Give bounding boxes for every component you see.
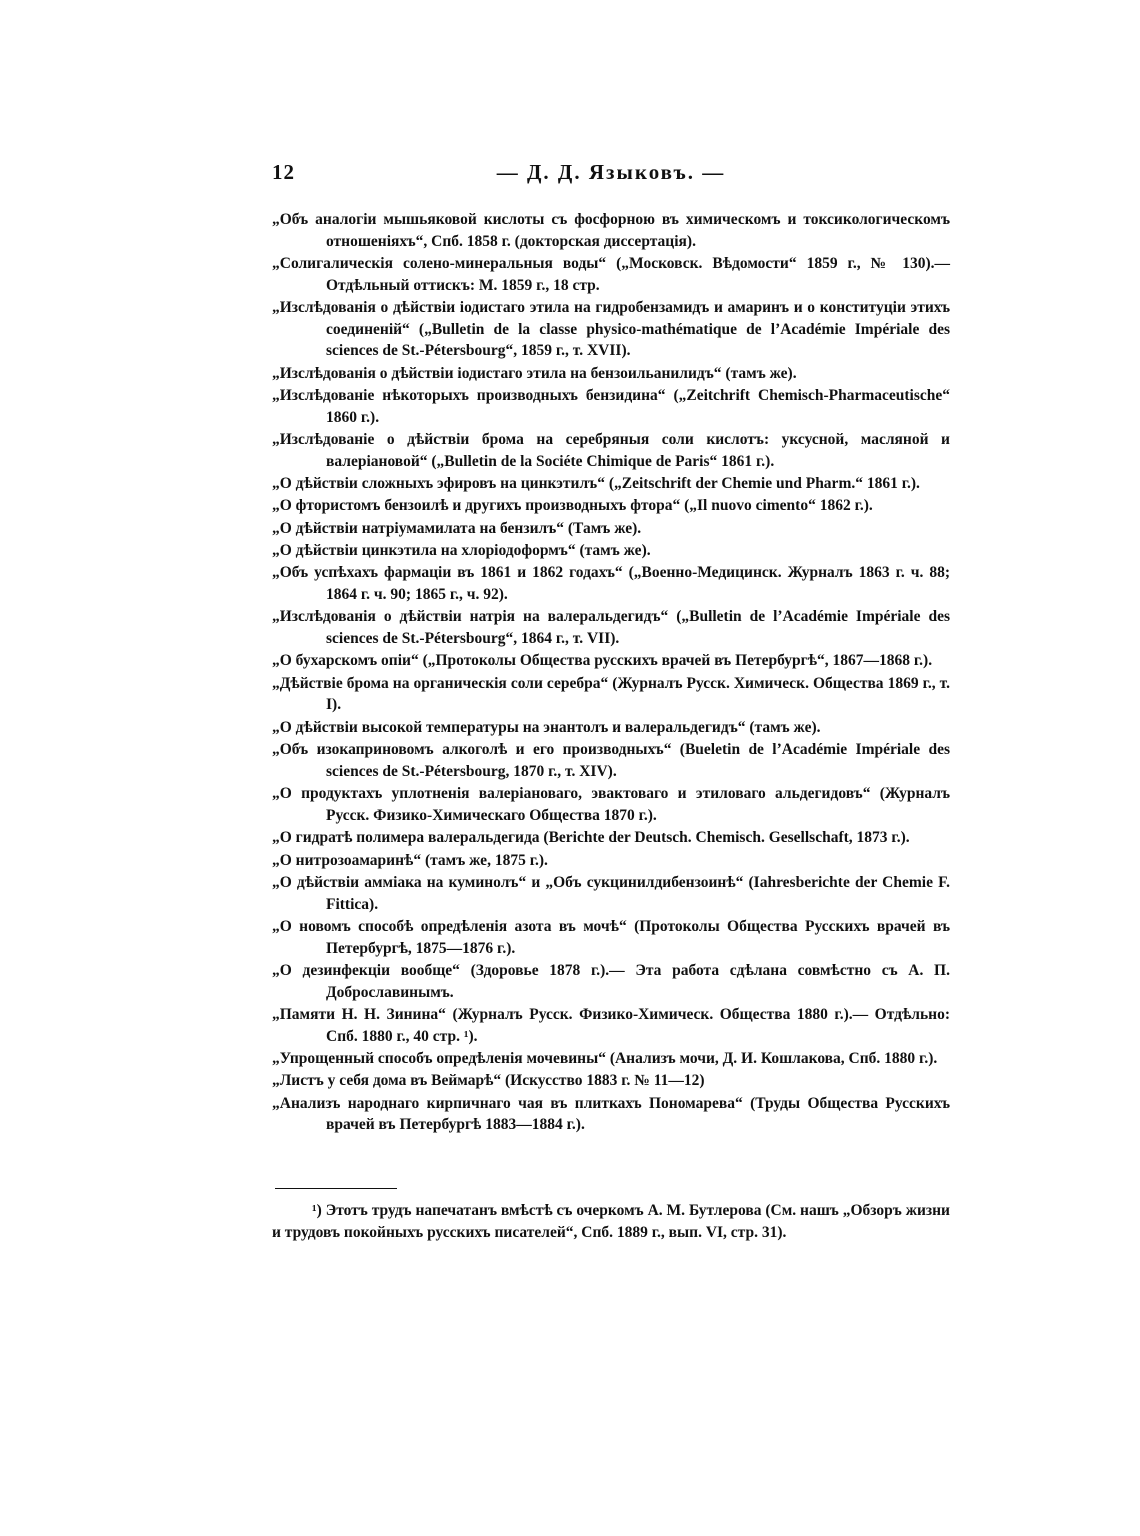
bibliography-list [272, 209, 950, 1137]
bibliography-entry: „Изслѣдованіе нѣкоторыхъ производныхъ бензидина“ („Zeitchrift Chemisch-Pharmaceutische“ 1860 г.). [272, 386, 950, 426]
footnote: ¹) Этотъ трудъ напечатанъ вмѣстѣ съ очеркомъ А. М. Бутлерова (См. нашъ „Обзоръ жизни и трудовъ покойныхъ русскихъ писателей“, Спб. 1889 г., вып. VI, стр. 31). [272, 1202, 950, 1241]
bibliography-entry: „О дѣйствіи аммiака на куминолъ“ и „Объ сукцинилдибензоинѣ“ (Iahresberichte der Chemie F. Fittica). [272, 873, 950, 913]
bibliography-entry: „Листъ у себя дома въ Веймарѣ“ (Искусство 1883 г. № 11—12) [272, 1072, 705, 1090]
bibliography-entry: „Упрощенный способъ опредѣленія мочевины“ (Анализъ мочи, Д. И. Кошлакова, Спб. 1880 г.). [272, 1049, 938, 1067]
bibliography-entry: „Объ аналогіи мышьяковой кислоты съ фосфорною въ химическомъ и токсикологическомъ отношеніяхъ“, Спб. 1858 г. (докторская диссертація). [272, 211, 950, 250]
bibliography-entry: „О дѣйствіи натріумамилата на бензилъ“ (Тамъ же). [272, 519, 642, 537]
bibliography-entry: „О новомъ способѣ опредѣленія азота въ мочѣ“ (Протоколы Общества Русскихъ врачей въ Петербургѣ, 1875—1876 г.). [272, 917, 950, 957]
bibliography-entry: „Объ успѣхахъ фармаціи въ 1861 и 1862 годахъ“ („Военно-Медицинск. Журналъ 1863 г. ч. 88; 1864 г. ч. 90; 1865 г., ч. 92). [272, 564, 950, 604]
bibliography-entry: „О продуктахъ уплотненія валеріановаго, эвактоваго и этиловаго альдегидовъ“ (Журналъ Русск. Физико-Химическаго Общества 1870 г.). [272, 785, 950, 824]
bibliography-entry: „О дѣйствіи цинкэтила на хлоріодоформъ“ (тамъ же). [272, 542, 651, 560]
bibliography-entry: „Дѣйствіе брома на органическія соли серебра“ (Журналъ Русск. Химическ. Общества 1869 г., т. I). [272, 674, 950, 714]
bibliography-entry: „О дѣйствіи сложныхъ эфировъ на цинкэтилъ“ („Zeitschrift der Chemie und Pharm.“ 1861 г.). [272, 474, 920, 492]
page-header [272, 160, 950, 190]
bibliography-entry: „Изслѣдованія о дѣйствіи натрія на валеральдегидъ“ („Bulletin de l’Académie Impériale des sciences de St.-Pétersbourg“, 1864 г., т. VII). [272, 608, 950, 648]
bibliography-entry: „Объ изокаприновомъ алкоголѣ и его производныхъ“ (Bueletin de l’Académie Impériale des sciences de St.-Pétersbourg, 1870 г., т. XIV). [272, 741, 950, 780]
bibliography-entry: „О фтористомъ бензоилѣ и другихъ производныхъ фтора“ („Il nuovo cimento“ 1862 г.). [272, 497, 873, 515]
bibliography-entry: „О бухарскомъ опіи“ („Протоколы Общества русскихъ врачей въ Петербургѣ“, 1867—1868 г.). [272, 652, 933, 670]
bibliography-entry: „Изслѣдованіе о дѣйствіи брома на серебряныя соли кислотъ: уксусной, масляной и валеріановой“ („Bulletin de la Sociéte Chimique de Paris“ 1861 г.). [272, 430, 950, 470]
bibliography-entry: „Памяти Н. Н. Зинина“ (Журналъ Русск. Физико-Химическ. Общества 1880 г.).— Отдѣльно: Спб. 1880 г., 40 стр. ¹). [272, 1005, 950, 1045]
bibliography-entry: „О дѣйствіи высокой температуры на энантолъ и валеральдегидъ“ (тамъ же). [272, 718, 821, 736]
bibliography-entry: „О нитрозоамаринѣ“ (тамъ же, 1875 г.). [272, 851, 548, 869]
bibliography-entry: „Анализъ народнаго кирпичнаго чая въ плиткахъ Пономарева“ (Труды Общества Русскихъ врачей въ Петербургѣ 1883—1884 г.). [272, 1094, 950, 1134]
bibliography-entry: „Солигалическія солено-минеральныя воды“ („Московск. Вѣдомости“ 1859 г., № 130).—Отдѣльный оттискъ: М. 1859 г., 18 стр. [272, 254, 950, 294]
bibliography-entry: „О дезинфекціи вообще“ (Здоровье 1878 г.).— Эта работа сдѣлана совмѣстно съ А. П. Доброславинымъ. [272, 961, 950, 1001]
bibliography-entry: „О гидратѣ полимера валеральдегида (Berichte der Deutsch. Chemisch. Gesellschaft, 1873 г.). [272, 829, 910, 847]
running-head: — Д. Д. Языковъ. — [496, 160, 726, 184]
bibliography-entry: „Изслѣдованія о дѣйствіи іодистаго этила на гидробензамидъ и амаринъ и о конституціи этихъ соединеній“ („Bulletin de la classe physico-mathématique de l’Académie Impériale des sciences de St.-Pétersbourg“, 1859 г., т. XVII). [272, 298, 950, 360]
page-number: 12 [272, 160, 295, 184]
footnote-separator [275, 1188, 397, 1189]
bibliography-entry: „Изслѣдованія о дѣйствіи іодистаго этила на бензоильанилидъ“ (тамъ же). [272, 364, 797, 382]
